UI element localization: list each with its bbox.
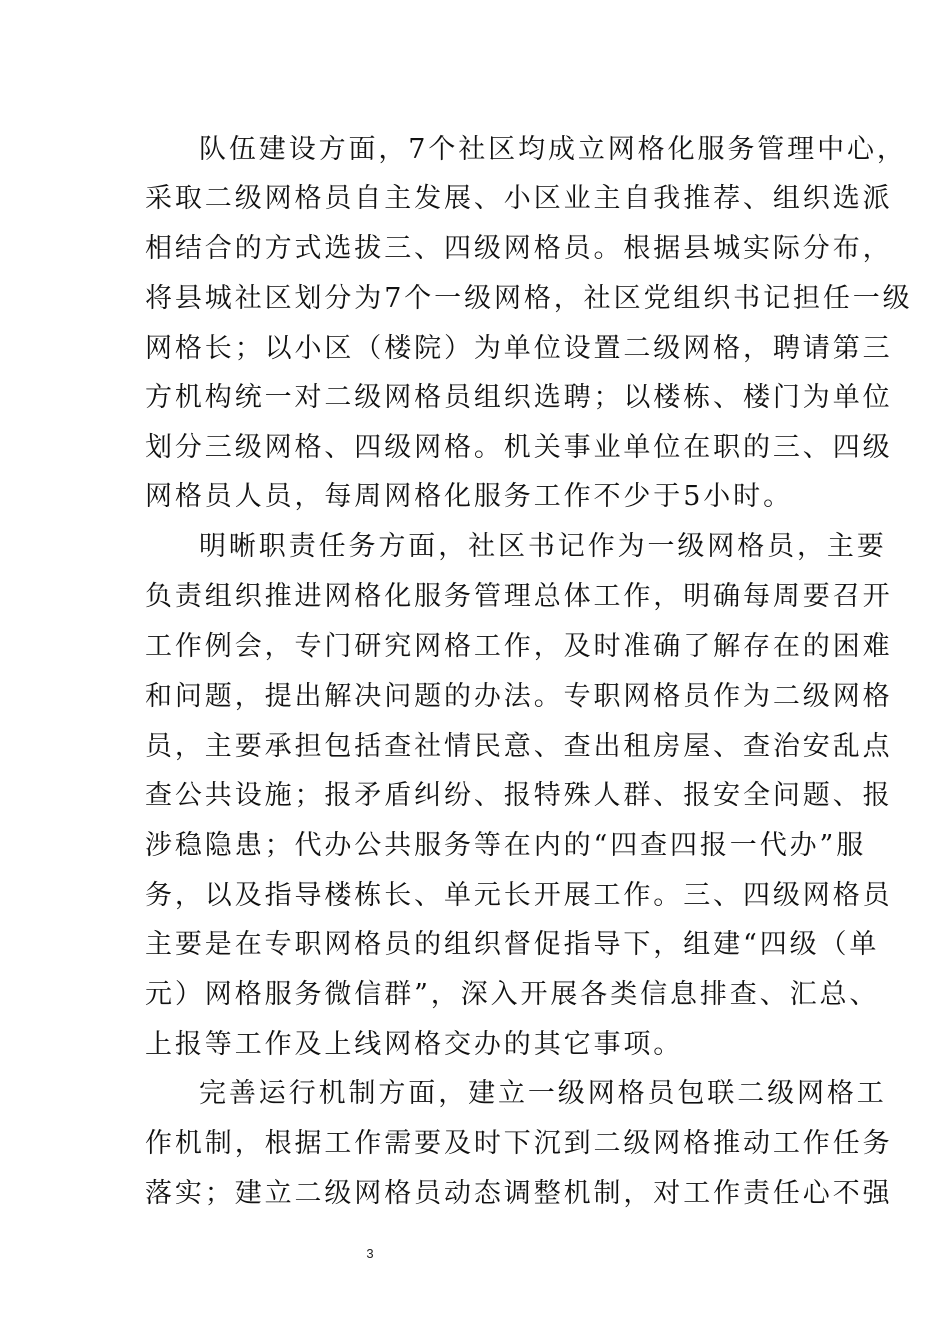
- text-line: 查公共设施；报矛盾纠纷、报特殊人群、报安全问题、报: [145, 780, 893, 811]
- page-number: 3: [366, 1246, 374, 1261]
- text-line: 相结合的方式选拔三、四级网格员。根据县城实际分布，: [145, 233, 893, 264]
- text-line: 涉稳隐患；代办公共服务等在内的“四查四报一代办”服: [145, 830, 867, 861]
- text-line: 作机制，根据工作需要及时下沉到二级网格推动工作任务: [145, 1128, 893, 1159]
- text-line: 队伍建设方面，7个社区均成立网格化服务管理中心，: [199, 134, 907, 165]
- text-line: 明晰职责任务方面，社区书记作为一级网格员，主要: [199, 531, 887, 562]
- text-line: 将县城社区划分为7个一级网格，社区党组织书记担任一级: [145, 283, 913, 314]
- text-line: 网格员人员，每周网格化服务工作不少于5小时。: [145, 481, 793, 512]
- text-line: 主要是在专职网格员的组织督促指导下，组建“四级（单: [145, 929, 880, 960]
- text-line: 落实；建立二级网格员动态调整机制，对工作责任心不强: [145, 1178, 893, 1209]
- text-line: 完善运行机制方面，建立一级网格员包联二级网格工: [199, 1078, 887, 1109]
- text-line: 网格长；以小区（楼院）为单位设置二级网格，聘请第三: [145, 333, 893, 364]
- text-line: 员，主要承担包括查社情民意、查出租房屋、查治安乱点: [145, 731, 893, 762]
- text-line: 元）网格服务微信群”，深入开展各类信息排查、汇总、: [145, 979, 880, 1010]
- text-line: 方机构统一对二级网格员组织选聘；以楼栋、楼门为单位: [145, 382, 893, 413]
- text-line: 划分三级网格、四级网格。机关事业单位在职的三、四级: [145, 432, 893, 463]
- text-line: 采取二级网格员自主发展、小区业主自我推荐、组织选派: [145, 183, 893, 214]
- text-line: 工作例会，专门研究网格工作，及时准确了解存在的困难: [145, 631, 893, 662]
- text-line: 和问题，提出解决问题的办法。专职网格员作为二级网格: [145, 681, 893, 712]
- text-line: 上报等工作及上线网格交办的其它事项。: [145, 1029, 684, 1060]
- text-line: 务，以及指导楼栋长、单元长开展工作。三、四级网格员: [145, 880, 893, 911]
- text-line: 负责组织推进网格化服务管理总体工作，明确每周要召开: [145, 581, 893, 612]
